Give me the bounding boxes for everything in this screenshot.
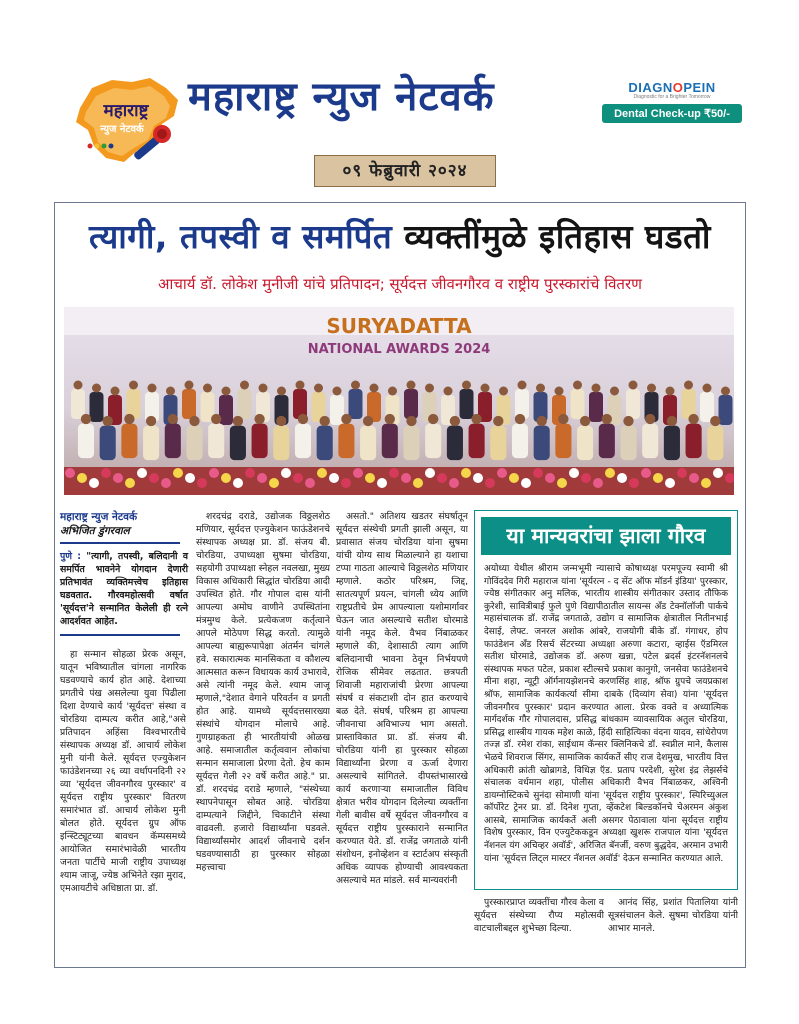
person-body [182,389,196,419]
flower [353,468,363,478]
person-body [719,395,733,425]
byline-rule [60,542,180,544]
flower [389,468,399,478]
lead-text: "त्यागी, तपस्वी, बलिदानी व समर्पित भावनेने योगदान देणारी प्रतिभावंत व्यक्तिमत्त्वेच इतिहास घडवतात. गौरवमहोत्सवी वर्षात 'सूर्यदत्त'ने सन्मानित केलेली ही रत्ने आदर्शवत आहेत. [60,551,188,627]
subheadline: आचार्य डॉ. लोकेश मुनीजी यांचे प्रतिपादन; सूर्यदत्त जीवनगौरव व राष्ट्रीय पुरस्कारांचे वितरण [158,275,642,293]
person-head [666,387,675,396]
flower [221,473,231,483]
logo-subtitle-text: न्युज नेटवर्क [100,124,144,135]
person-head [254,414,264,424]
byline-org: महाराष्ट्र न्युज नेटवर्क [60,511,138,523]
person-body [90,392,104,422]
person-body [143,426,159,461]
person-head [592,384,601,393]
headline-part2: व्यक्तींमुळे इतिहास घडतो [404,217,711,256]
person-head [146,416,156,426]
person-body [599,424,615,459]
flower [293,473,303,483]
flower [317,468,327,478]
flower [701,478,711,488]
lead-paragraph [60,550,188,628]
person-body [404,389,418,419]
person-body [165,424,181,459]
person-body [707,426,723,461]
awards-ceremony-photo [64,307,734,495]
flower [569,468,579,478]
article-column-3 [336,510,468,972]
person-body [620,426,636,461]
person-body [208,424,224,459]
person-head [168,414,178,424]
lead-rule [60,634,180,636]
flower [641,468,651,478]
photo-banner-line2: NATIONAL AWARDS 2024 [307,342,491,357]
person-head [425,384,434,393]
person-head [363,416,373,426]
flower [137,468,147,478]
person-head [573,381,582,390]
flower [521,478,531,488]
flower [425,468,435,478]
person-head [124,414,134,424]
person-head [341,414,351,424]
flower [341,478,351,488]
person-head [647,384,656,393]
person-body [100,426,116,461]
person-head [370,384,379,393]
honorees-box-text: अयोध्या येथील श्रीराम जन्मभूमी न्यासाचे कोषाध्यक्ष परमपूज्य स्वामी श्री गोविंददेव गिरी महाराज यांना 'सूर्यरत्न - द सेंट ऑफ मॉडर्न इंडिया' पुरस्कार, ज्येष्ठ संगीतकार अनु मलिक, भारतीय शास्त्रीय संगीतकार उस्ताद तौफिक कुरेशी, सावित्रीबाई फुले पुणे विद्यापीठातील सायन्स अँड टेक्नॉलॉजी पार्कचे महासंचालक डॉ. राजेंद्र जगताळे, उद्योग व सामाजिक क्षेत्रातील नितीनभाई देसाई, लेफ्ट. जनरल अशोक आंबरे, राजयोगी बीके डॉ. गंगाधर, होप फाउंडेशन अँड रिसर्च सेंटरच्या अध्यक्षा अरुणा कटारा, व्हाईस ऍडमिरल सतीश घोरमाडे, उद्योजक डॉ. अरुण खन्ना, पटेल ब्रदर्स इंटरनॅशनलचे संस्थापक मफत पटेल, प्रकाश स्टील्सचे प्रकाश कानुगो, जनसेवा फाउंडेशनचे मीना शहा, न्यूट्री ऑर्गनायझेशनचे करणसिंह शाह, श्रॉफ ग्रुपचे जयप्रकाश श्रॉफ, सामाजिक कार्यकर्त्या सीमा दाबके (दिव्यांग सेवा) यांना 'सूर्यदत्त जीवनगौरव पुरस्कार' प्रदान करण्यात आला. प्रेरक वक्ते व अध्यात्मिक मार्गदर्शक गौर गोपालदास, प्रसिद्ध बांधकाम व्यावसायिक अतुल चोरडिया, प्रसिद्ध शास्त्रीय गायक महेश काळे, हिंदी साहित्यिका वंदना यादव, सांधेरोपण तज्ज्ञ डॉ. रमेश रांका, साईधाम कॅन्सर क्लिनिकचे डॉ. स्वप्नील माने, कैलास भेळचे शिवराज सिंगर, सामाजिक कार्यकर्ते सीए राज देशमुख, भारतीय वित्त अधिकारी क्रांती खोब्रागडे, विधिज्ञ ऍड. प्रताप परदेशी, सुरेश इंद्र लेझर्सचे संचालक वर्धमान शहा, पोलीस अधिकारी वैभव निंबाळकर, अश्विनी डायग्नोस्टिकचे सुनंदा सोमाणी यांना 'सूर्यदत्त राष्ट्रीय पुरस्कार', स्पिरिच्युअल कॉर्पोरेट ट्रेनर प्रा. डॉ. दिनेश गुप्ता, व्हेंकटेश बिल्डकॉनचे चेअरमन अंकुश आसबे, सामाजिक कार्यकर्ते अली असगर पेठावाला यांना सूर्यदत्त राष्ट्रीय विशेष पुरस्कार, विन एज्युटेककडून अध्यक्षा खुशरू राजपाल यांना 'सूर्यदत्त नॅशनल यंग अचिव्हर अवॉर्ड', अरिजित बॅनर्जी, वरुण बुद्धदेव, अरमान उभारी यांना 'सूर्यदत्त लिट्ल मास्टर नॅशनल अवॉर्ड' देऊन सन्मानित करण्यात आले. [484,564,728,864]
person-head [276,416,286,426]
flower [149,473,159,483]
dateline-city: पुणे : [60,551,81,562]
photo-banner-line1: SURYADATTA [326,314,472,338]
person-body [534,426,550,461]
flower [401,473,411,483]
flower [605,468,615,478]
person-head [602,414,612,424]
person-head [296,381,305,390]
flower [473,473,483,483]
issue-date: ०९ फेब्रुवारी २०२४ [314,155,496,187]
person-head [148,384,157,393]
person-body [360,426,376,461]
column-1-text: हा सन्मान सोहळा प्रेरक असून, यातून भविष्यातील चांगला नागरिक घडवण्याचे कार्य होत आहे. देशाच्या प्रगतीचे पंख असलेल्या युवा पिढीला दिशा देण्याचे कार्य 'सूर्यदत्त' संस्था व चोरडिया दाम्पत्य करीत आहे,"असे प्रतिपादन अहिंसा विश्वभारतीचे संस्थापक अध्यक्ष डॉ. आचार्य लोकेश मुनी यांनी केले. सूर्यदत्त एज्युकेशन फाउंडेशनच्या २६ व्या वर्धापनदिनी २२ व्या 'सूर्यदत्त जीवनगौरव पुरस्कार' व सूर्यदत्त राष्ट्रीय पुरस्कार' वितरण समारंभात डॉ. आचार्य लोकेश मुनी बोलत होते. सूर्यदत्त ग्रुप ऑफ इन्स्टिट्यूटच्या बावधन कॅम्पसमध्ये आयोजित समारंभावेळी भारतीय जनता पार्टीचे माजी राष्ट्रीय उपाध्यक्ष श्याम जाजू, ज्येष्ठ अभिनेते रझा मुराद, एमआयटीचे अधिष्ठाता प्रा. डॉ. [60,649,186,894]
person-head [610,387,619,396]
flower [173,468,183,478]
flower [233,478,243,488]
person-body [78,424,94,459]
flower [509,473,519,483]
person-head [518,381,527,390]
person-head [450,416,460,426]
person-body [273,426,289,461]
person-head [406,416,416,426]
flower [557,478,567,488]
person-body [230,426,246,461]
flower [185,473,195,483]
person-body [338,424,354,459]
maharashtra-map-logo [66,70,182,170]
person-head [481,384,490,393]
person-head [537,416,547,426]
flower [713,468,723,478]
person-head [629,381,638,390]
diagnopein-ad[interactable] [602,80,742,128]
flower [209,468,219,478]
person-head [203,384,212,393]
person-head [688,414,698,424]
column-5-text: आनंद सिंह, प्रशांत पितालिया यांनी सूत्रसंचालन केले. सुषमा चोरडिया यांनी आभार मानले. [608,897,738,934]
flower [89,478,99,488]
person-body [238,389,252,419]
person-body [460,389,474,419]
flower [665,478,675,488]
flower [377,478,387,488]
article-column-2 [196,510,330,972]
person-head [222,387,231,396]
flower [329,473,339,483]
person-head [351,381,360,390]
person-head [667,416,677,426]
flower [245,468,255,478]
ad-offer: Dental Check-up ₹50/- [602,104,742,123]
flower [461,468,471,478]
person-head [129,381,138,390]
person-head [277,387,286,396]
person-head [462,381,471,390]
person-head [645,414,655,424]
person-body [252,424,268,459]
ad-tagline: Diagnostic for a Brighter Tomorrow [633,94,711,100]
person-body [317,426,333,461]
honorees-box [474,510,738,890]
byline-name: अभिजित डुंगरवाल [60,525,130,537]
flower [545,473,555,483]
person-body [577,426,593,461]
flower [269,478,279,488]
flower [437,473,447,483]
person-body [295,424,311,459]
person-body [382,424,398,459]
headline [60,210,740,264]
column-3-text: असतो." अतिशय खडतर संघर्षातून सूर्यदत्त संस्थेची प्रगती झाली असून, या प्रवासात संजय चोरडिया यांना सुषमा यांची योग्य साथ मिळाल्याने हा यशाचा टप्पा गाठता आल्याचे विठ्ठलशेठ मणियार म्हणाले. कठोर परिश्रम, जिद्द, सातत्यपूर्ण प्रयत्न, चांगली ध्येय आणि राष्ट्रप्रतीचे प्रेम आपल्याला यशोमार्गावर घेऊन जात असल्याचे सतीश घोरमाडे यांनी नमूद केले. वैभव निंबाळकर म्हणाले की, देशासाठी त्याग आणि बलिदानाची भावना ठेवून निर्भयपणे रोजिक सीमेवर लढतात. छत्रपती शिवाजी महाराजांची प्रेरणा आपल्या संघर्ष व संकटाशी दोन हात करण्याचे बळ देते. संघर्ष, परिश्रम हा आपल्या जीवनाचा अविभाज्य भाग असतो. प्रास्ताविकात प्रा. डॉ. संजय बी. चोरडिया यांनी हा पुरस्कार सोहळा विद्यार्थ्यांना प्रेरणा व ऊर्जा देणारा असल्याचे सांगितले. दीपस्तंभासारखे कार्य करणाऱ्या समाजातील विविध क्षेत्रात भरीव योगदान दिलेल्या व्यक्तींना गेली बावीस वर्षे सूर्यदत्त जीवनगौरव व सूर्यदत्त राष्ट्रीय पुरस्काराने सन्मानित करण्यात येते. डॉ. राजेंद्र जगताळे यांनी संशोधन, इनोव्हेशन व स्टार्टअप संस्कृती अधिक व्यापक होण्याची आवश्यकता असल्याचे मत मांडले. सर्व मान्यवरांनी [336,511,468,886]
person-head [81,414,91,424]
article-column-4 [474,896,604,970]
flower [689,473,699,483]
person-body [447,426,463,461]
person-body [626,389,640,419]
person-head [333,387,342,396]
flower [485,478,495,488]
person-body [589,392,603,422]
flower [305,478,315,488]
flower [365,473,375,483]
person-body [121,424,137,459]
flower [101,468,111,478]
person-head [111,387,120,396]
person-head [388,387,397,396]
person-head [385,414,395,424]
flower [449,478,459,488]
person-body [642,424,658,459]
person-head [710,416,720,426]
column-4-text: पुरस्कारप्राप्त व्यक्तींचा गौरव केला व सूर्यदत्त संस्थेच्या रौप्य महोत्सवी वाटचालीबद्दल शुभेच्छा दिल्या. [474,897,604,934]
flower [629,478,639,488]
person-body [349,389,363,419]
flower [413,478,423,488]
person-head [471,414,481,424]
person-body [571,389,585,419]
honorees-box-title: या मान्यवरांचा झाला गौरव [481,517,731,555]
person-head [493,416,503,426]
flower [593,478,603,488]
person-body [664,426,680,461]
logo-title-text: महाराष्ट्र [103,101,149,121]
person-head [444,387,453,396]
flower [77,473,87,483]
person-head [240,381,249,390]
person-body [71,389,85,419]
person-head [92,384,101,393]
person-head [684,381,693,390]
flower [161,478,171,488]
person-head [166,387,175,396]
person-body [512,424,528,459]
flower [281,468,291,478]
person-head [536,384,545,393]
person-head [259,384,268,393]
flower [533,468,543,478]
person-head [103,416,113,426]
person-body [490,426,506,461]
person-head [185,381,194,390]
person-body [686,424,702,459]
person-head [428,414,438,424]
person-body [555,424,571,459]
person-head [721,387,730,396]
person-head [623,416,633,426]
person-head [314,384,323,393]
article-column-1 [60,648,186,970]
person-head [515,414,525,424]
flower [257,473,267,483]
person-head [320,416,330,426]
person-head [74,381,83,390]
person-head [211,414,221,424]
headline-part1: त्यागी, तपस्वी व समर्पित [89,217,393,256]
person-head [580,416,590,426]
flower [197,478,207,488]
person-head [703,384,712,393]
person-head [233,416,243,426]
person-head [298,414,308,424]
person-body [186,426,202,461]
person-body [403,426,419,461]
byline-block [60,510,188,644]
person-head [499,387,508,396]
flower [653,473,663,483]
person-head [407,381,416,390]
flower [617,473,627,483]
flower [497,468,507,478]
column-2-text: शरदचंद्र दराडे, उद्योजक विठ्ठलशेठ मणियार, सूर्यदत्त एज्युकेशन फाऊंडेशनचे संस्थापक अध्यक्ष प्रा. डॉ. संजय बी. चोरडिया, उपाध्यक्षा सुषमा चोरडिया, सहयोगी उपाध्यक्षा स्नेहल नवलखा, मुख्य विकास अधिकारी सिद्धांत चोरडिया आदी उपस्थित होते. गौर गोपाल दास यांनी आपल्या अमोघ वाणीने उपस्थितांना मंत्रमुग्ध केले. प्रत्येकजण कर्तृत्वाने आपले मोठेपण सिद्ध करतो. त्यामुळे आपल्या बाह्यरूपापेक्षा अंतर्मन चांगले हवे. सकारात्मक मानसिकता व कौशल्य आत्मसात करून विधायक कार्य उभारावे, असे त्यांनी नमूद केले. श्याम जाजू म्हणाले,"देशात वेगाने परिवर्तन व प्रगती होत आहे. यामध्ये सूर्यदत्तसारख्या संस्थांचे योगदान मोलाचे आहे. गुणग्राहकता ही भारतीयांची ओळख आहे. समाजातील कर्तृत्ववान लोकांचा सन्मान समाजाला प्रेरणा देतो. हेच काम सूर्यदत्त गेली २२ वर्षे करीत आहे." प्रा. डॉ. शरदचंद्र दराडे म्हणाले, "संस्थेच्या स्थापनेपासून सोबत आहे. चोरडिया दाम्पत्याने जिद्दीने, चिकाटीने संस्था वाढवली. हजारो विद्यार्थ्यांना घडवले. विद्यार्थ्यांसमोर आदर्श जीवनाचे दर्शन घडवण्यासाठी हा पुरस्कार सोहळा महत्त्वाचा [196,511,330,873]
masthead-title: महाराष्ट्र न्युज नेटवर्क [188,74,495,120]
person-body [425,424,441,459]
flower [581,473,591,483]
person-head [558,414,568,424]
ad-brand: DIAGNOPEIN [628,80,716,95]
flower [125,478,135,488]
flower [677,468,687,478]
person-body [469,424,485,459]
person-head [555,387,564,396]
person-head [189,416,199,426]
flower [113,473,123,483]
flower [65,468,75,478]
article-column-5 [608,896,738,970]
